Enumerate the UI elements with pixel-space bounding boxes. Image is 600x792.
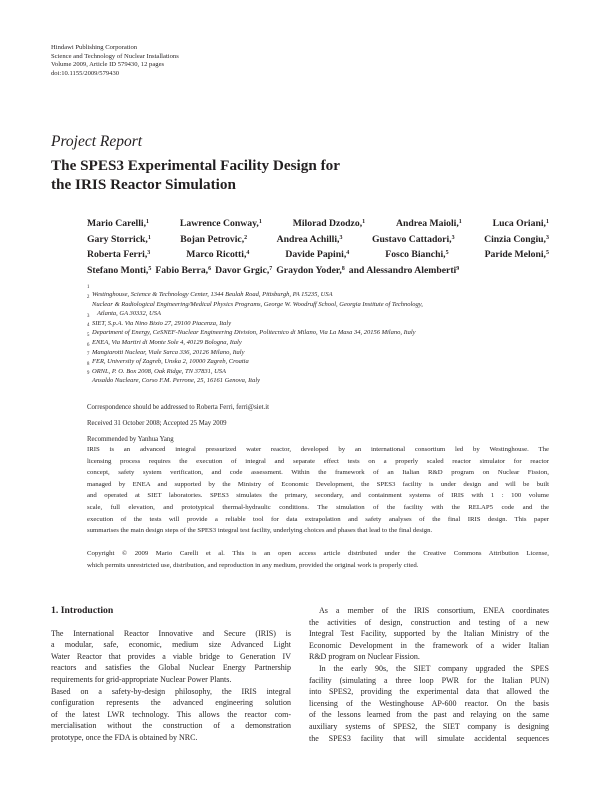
author-affil-ref: 9 bbox=[456, 265, 460, 272]
author-name: Andrea Maioli, bbox=[396, 218, 459, 229]
author bbox=[349, 263, 459, 279]
affiliation: 1 Westinghouse, Science & Technology Center, 1344 Beulah Road, Pittsburgh, PA 15235, USA bbox=[87, 285, 333, 298]
affiliation-list bbox=[87, 285, 547, 386]
author-name: Mario Carelli, bbox=[87, 218, 147, 229]
abstract-line: concept, safety system verification, and code assessment. Within the framework of an Italian R&D program on Nuclear Fission, bbox=[87, 469, 549, 477]
text-line: configuration represents the advanced engineering solution bbox=[51, 698, 291, 708]
author bbox=[385, 247, 448, 263]
affiliation: 7 FER, University of Zagreb, Unska 2, 10000 Zagreb, Croatia bbox=[87, 352, 249, 366]
author-line bbox=[87, 263, 549, 279]
intro-paragraph bbox=[51, 628, 291, 744]
text-line: The International Reactor Innovative and Secure (IRIS) is bbox=[51, 628, 291, 638]
author-name: Marco Ricotti, bbox=[186, 249, 247, 261]
volume-info: Volume 2009, Article ID 579430, 12 pages bbox=[51, 61, 165, 69]
text-line: facility (simulating a three loop PWR for the Italian PUN) bbox=[309, 675, 549, 685]
text-line: the activities of design, construction and testing of a new bbox=[309, 617, 549, 627]
author-affil-ref: 1 bbox=[258, 219, 262, 225]
author-name: and Alessandro Alemberti bbox=[348, 264, 457, 276]
author-affil-ref: 3 bbox=[451, 234, 455, 241]
author bbox=[276, 263, 345, 279]
author-name: Davide Papini, bbox=[285, 249, 347, 261]
affiliation: 9 Ansaldo Nucleare, Corso F.M. Perrone, 25, 16161 Genova, Italy bbox=[87, 371, 261, 385]
author-affil-ref: 2 bbox=[244, 234, 248, 241]
affiliation: 2 Nuclear & Radiological Engineering/Medical Physics Programs, George W. Woodruff School, Georgia Institute of Technology, bbox=[87, 294, 423, 308]
author-name: Andrea Achilli, bbox=[276, 233, 340, 245]
paper-title bbox=[51, 156, 521, 194]
author-affil-ref: 5 bbox=[545, 250, 549, 257]
author-name: Paride Meloni, bbox=[484, 249, 546, 261]
affiliation: 5 ENEA, Via Martiri di Monte Sole 4, 40129 Bologna, Italy bbox=[87, 332, 242, 346]
abstract-line: scale, full elevation, and prototypical thermal-hydraulic conditions. The simulation of the facility with the RELAP5 code and the bbox=[87, 503, 549, 511]
author-line bbox=[87, 247, 549, 263]
affiliation-text: Department of Energy, CeSNEF-Nuclear Engineering Division, Politecnico di Milano, Via La Masa 34, 20156 Milano, Italy bbox=[92, 329, 416, 337]
author-name: Lawrence Conway, bbox=[179, 218, 259, 229]
text-line: As a member of the IRIS consortium, ENEA coordinates bbox=[319, 606, 549, 615]
affiliation-text: Westinghouse, Science & Technology Center, 1344 Beulah Road, Pittsburgh, PA 15235, USA bbox=[92, 291, 333, 298]
text-line: Based on a safety-by-design philosophy, the IRIS integral bbox=[51, 686, 291, 696]
abstract-line: managed by ENEA and supported by the Ministry of Economic Development, the SPES3 facility is under design and will be built bbox=[87, 480, 549, 488]
author bbox=[180, 232, 247, 248]
author-name: Fabio Berra, bbox=[155, 264, 209, 276]
affiliation-text: SIET, S.p.A. Via Nino Bixio 27, 29100 Piacenza, Italy bbox=[92, 319, 232, 327]
author-line bbox=[87, 232, 549, 248]
journal-header bbox=[51, 44, 179, 78]
author bbox=[396, 216, 462, 232]
affiliation-text: Atlanta, GA 30332, USA bbox=[97, 310, 161, 318]
author bbox=[484, 232, 549, 248]
article-kind: Project Report bbox=[51, 133, 143, 150]
author-affil-ref: 1 bbox=[458, 219, 462, 225]
text-line: Water Reactor that provides a viable bridge to Generation IV bbox=[51, 651, 291, 661]
text-line: licensing of the Westinghouse AP-600 reactor. On the basis bbox=[309, 698, 549, 708]
author-name: Gary Storrick, bbox=[87, 233, 148, 245]
affiliation: 4 Department of Energy, CeSNEF-Nuclear Engineering Division, Politecnico di Milano, Via La Masa 34, 20156 Milano, Italy bbox=[87, 323, 416, 337]
correspondence: Correspondence should be addressed to Roberta Ferri, ferri@siet.it bbox=[87, 404, 269, 411]
author bbox=[87, 247, 150, 263]
doi[interactable]: doi:10.1155/2009/579430 bbox=[51, 69, 120, 77]
author-affil-ref: 5 bbox=[445, 250, 449, 257]
author bbox=[285, 247, 349, 263]
text-line: into SPES2, providing the experimental data that allowed the bbox=[309, 687, 549, 697]
author-affil-ref: 3 bbox=[339, 234, 343, 241]
affiliation-text: Ansaldo Nucleare, Corso F.M. Perrone, 25, 16161 Genova, Italy bbox=[92, 377, 261, 385]
received-dates: Received 31 October 2008; Accepted 25 May 2009 bbox=[87, 420, 227, 427]
abstract-line: IRIS is an advanced integral pressurized water reactor, developed by an international consortium led by Westinghouse. The bbox=[87, 446, 549, 453]
author-affil-ref: 1 bbox=[147, 234, 151, 241]
text-line: the SPES3 facility that will simulate accidental sequences bbox=[309, 733, 549, 743]
abstract-line: execution of the tests will provide a reliable tool for data extrapolation and safety analyses of the final IRIS design. This paper bbox=[87, 515, 549, 523]
affiliation-text: Nuclear & Radiological Engineering/Medical Physics Programs, George W. Woodruff School, Georgia Institute of Technology, bbox=[92, 300, 423, 308]
author bbox=[493, 216, 549, 232]
author-affil-ref: 7 bbox=[269, 265, 273, 272]
author-name: Milorad Dzodzo, bbox=[292, 218, 363, 229]
recommended-by: Recommended by Yanhua Yang bbox=[87, 436, 174, 443]
author-affil-ref: 1 bbox=[362, 219, 366, 225]
affiliation-text: FER, University of Zagreb, Unska 2, 10000 Zagreb, Croatia bbox=[92, 358, 249, 366]
text-line: of the lessons learned from the past and relaying on the same bbox=[309, 710, 549, 720]
affiliation: 3 SIET, S.p.A. Via Nino Bixio 27, 29100 Piacenza, Italy bbox=[87, 313, 232, 327]
author bbox=[155, 263, 211, 279]
author-list bbox=[87, 216, 549, 278]
author-affil-ref: 4 bbox=[346, 250, 350, 257]
author-name: Luca Oriani, bbox=[492, 218, 546, 229]
author-name: Fosco Bianchi, bbox=[385, 249, 446, 261]
author bbox=[87, 263, 151, 279]
author-name: Bojan Petrovic, bbox=[180, 233, 245, 245]
author bbox=[87, 216, 149, 232]
affiliation bbox=[87, 309, 547, 319]
abstract bbox=[87, 445, 549, 538]
left-column bbox=[51, 605, 291, 744]
author-affil-ref: 3 bbox=[545, 234, 549, 241]
affiliation: 8 ORNL, P. O. Box 2008, Oak Ridge, TN 37831, USA bbox=[87, 361, 227, 375]
abstract-line: licensing process requires the execution of integral and separate effect tests on a properly scaled reactor simulator for reactor bbox=[87, 457, 549, 465]
author-affil-ref: 5 bbox=[148, 265, 152, 272]
author bbox=[277, 232, 343, 248]
affiliation-text: ORNL, P. O. Box 2008, Oak Ridge, TN 37831, USA bbox=[92, 367, 227, 375]
text-line: requirements for grid-appropriate Nuclear Power Plants. bbox=[51, 674, 232, 684]
author-name: Gustavo Cattadori, bbox=[371, 233, 452, 245]
affiliation: 6 Mangiarotti Nuclear, Viale Sarca 336, 20126 Milano, Italy bbox=[87, 342, 245, 356]
journal-name: Science and Technology of Nuclear Installations bbox=[51, 52, 179, 60]
author-name: Roberta Ferri, bbox=[87, 249, 148, 261]
author bbox=[180, 216, 262, 232]
text-line: a modular, safe, economic, medium size Advanced Light bbox=[51, 640, 291, 650]
copyright-notice bbox=[87, 549, 549, 572]
title-line: the IRIS Reactor Simulation bbox=[51, 176, 236, 193]
text-line: auxiliary systems of SPES2, the SIET company is designing bbox=[309, 721, 549, 731]
author-name: Stefano Monti, bbox=[87, 264, 149, 276]
author bbox=[372, 232, 455, 248]
text-line: reactors and satisfies the Global Nuclear Energy Partnership bbox=[51, 663, 291, 673]
right-column bbox=[309, 605, 549, 744]
text-line: R&D program on Nuclear Fission. bbox=[309, 652, 420, 662]
author bbox=[215, 263, 272, 279]
abstract-line: and operated at SIET laboratories. SPES3 simulates the primary, secondary, and containment systems of IRIS with 1 : 100 volume bbox=[87, 492, 549, 500]
publisher: Hindawi Publishing Corporation bbox=[51, 44, 138, 51]
affiliation-text: ENEA, Via Martiri di Monte Sole 4, 40129 Bologna, Italy bbox=[92, 338, 242, 346]
title-line: The SPES3 Experimental Facility Design for bbox=[51, 157, 340, 174]
author-line bbox=[87, 216, 549, 232]
author-affil-ref: 1 bbox=[545, 219, 549, 225]
copyright-line: which permits unrestricted use, distribution, and reproduction in any medium, provided the original work is properly cited. bbox=[87, 561, 419, 569]
author-affil-ref: 1 bbox=[146, 219, 150, 225]
author-affil-ref: 3 bbox=[147, 250, 151, 257]
text-line: of the latest LWR technology. This allows the reactor com- bbox=[51, 709, 291, 719]
author-affil-ref: 6 bbox=[208, 265, 212, 272]
author bbox=[485, 247, 549, 263]
author bbox=[186, 247, 249, 263]
text-line: prototype, once the FDA is obtained by NRC. bbox=[51, 732, 198, 742]
text-line: mercialisation without the construction of a demonstration bbox=[51, 721, 291, 731]
author-affil-ref: 4 bbox=[246, 250, 250, 257]
affiliation-text: Mangiarotti Nuclear, Viale Sarca 336, 20126 Milano, Italy bbox=[92, 348, 245, 356]
author-affil-ref: 8 bbox=[341, 265, 345, 272]
section-heading: 1. Introduction bbox=[51, 605, 114, 616]
abstract-line: summarises the main design steps of the SPES3 integral test facility, underlying choices and phases that lead to the final design. bbox=[87, 527, 433, 535]
author bbox=[293, 216, 365, 232]
author bbox=[87, 232, 151, 248]
text-line: In the early 90s, the SIET company upgraded the SPES bbox=[319, 663, 549, 673]
text-line: Economic Development in the framework of a wider Italian bbox=[309, 640, 549, 650]
author-name: Davor Grgic, bbox=[215, 264, 270, 276]
author-name: Graydon Yoder, bbox=[276, 264, 342, 276]
author-name: Cinzia Congiu, bbox=[484, 233, 546, 245]
text-line: Integral Test Facility, supported by the Italian Ministry of the bbox=[309, 629, 549, 639]
copyright-line: Copyright © 2009 Mario Carelli et al. This is an open access article distributed under the Creative Commons Attribution License, bbox=[87, 550, 549, 557]
